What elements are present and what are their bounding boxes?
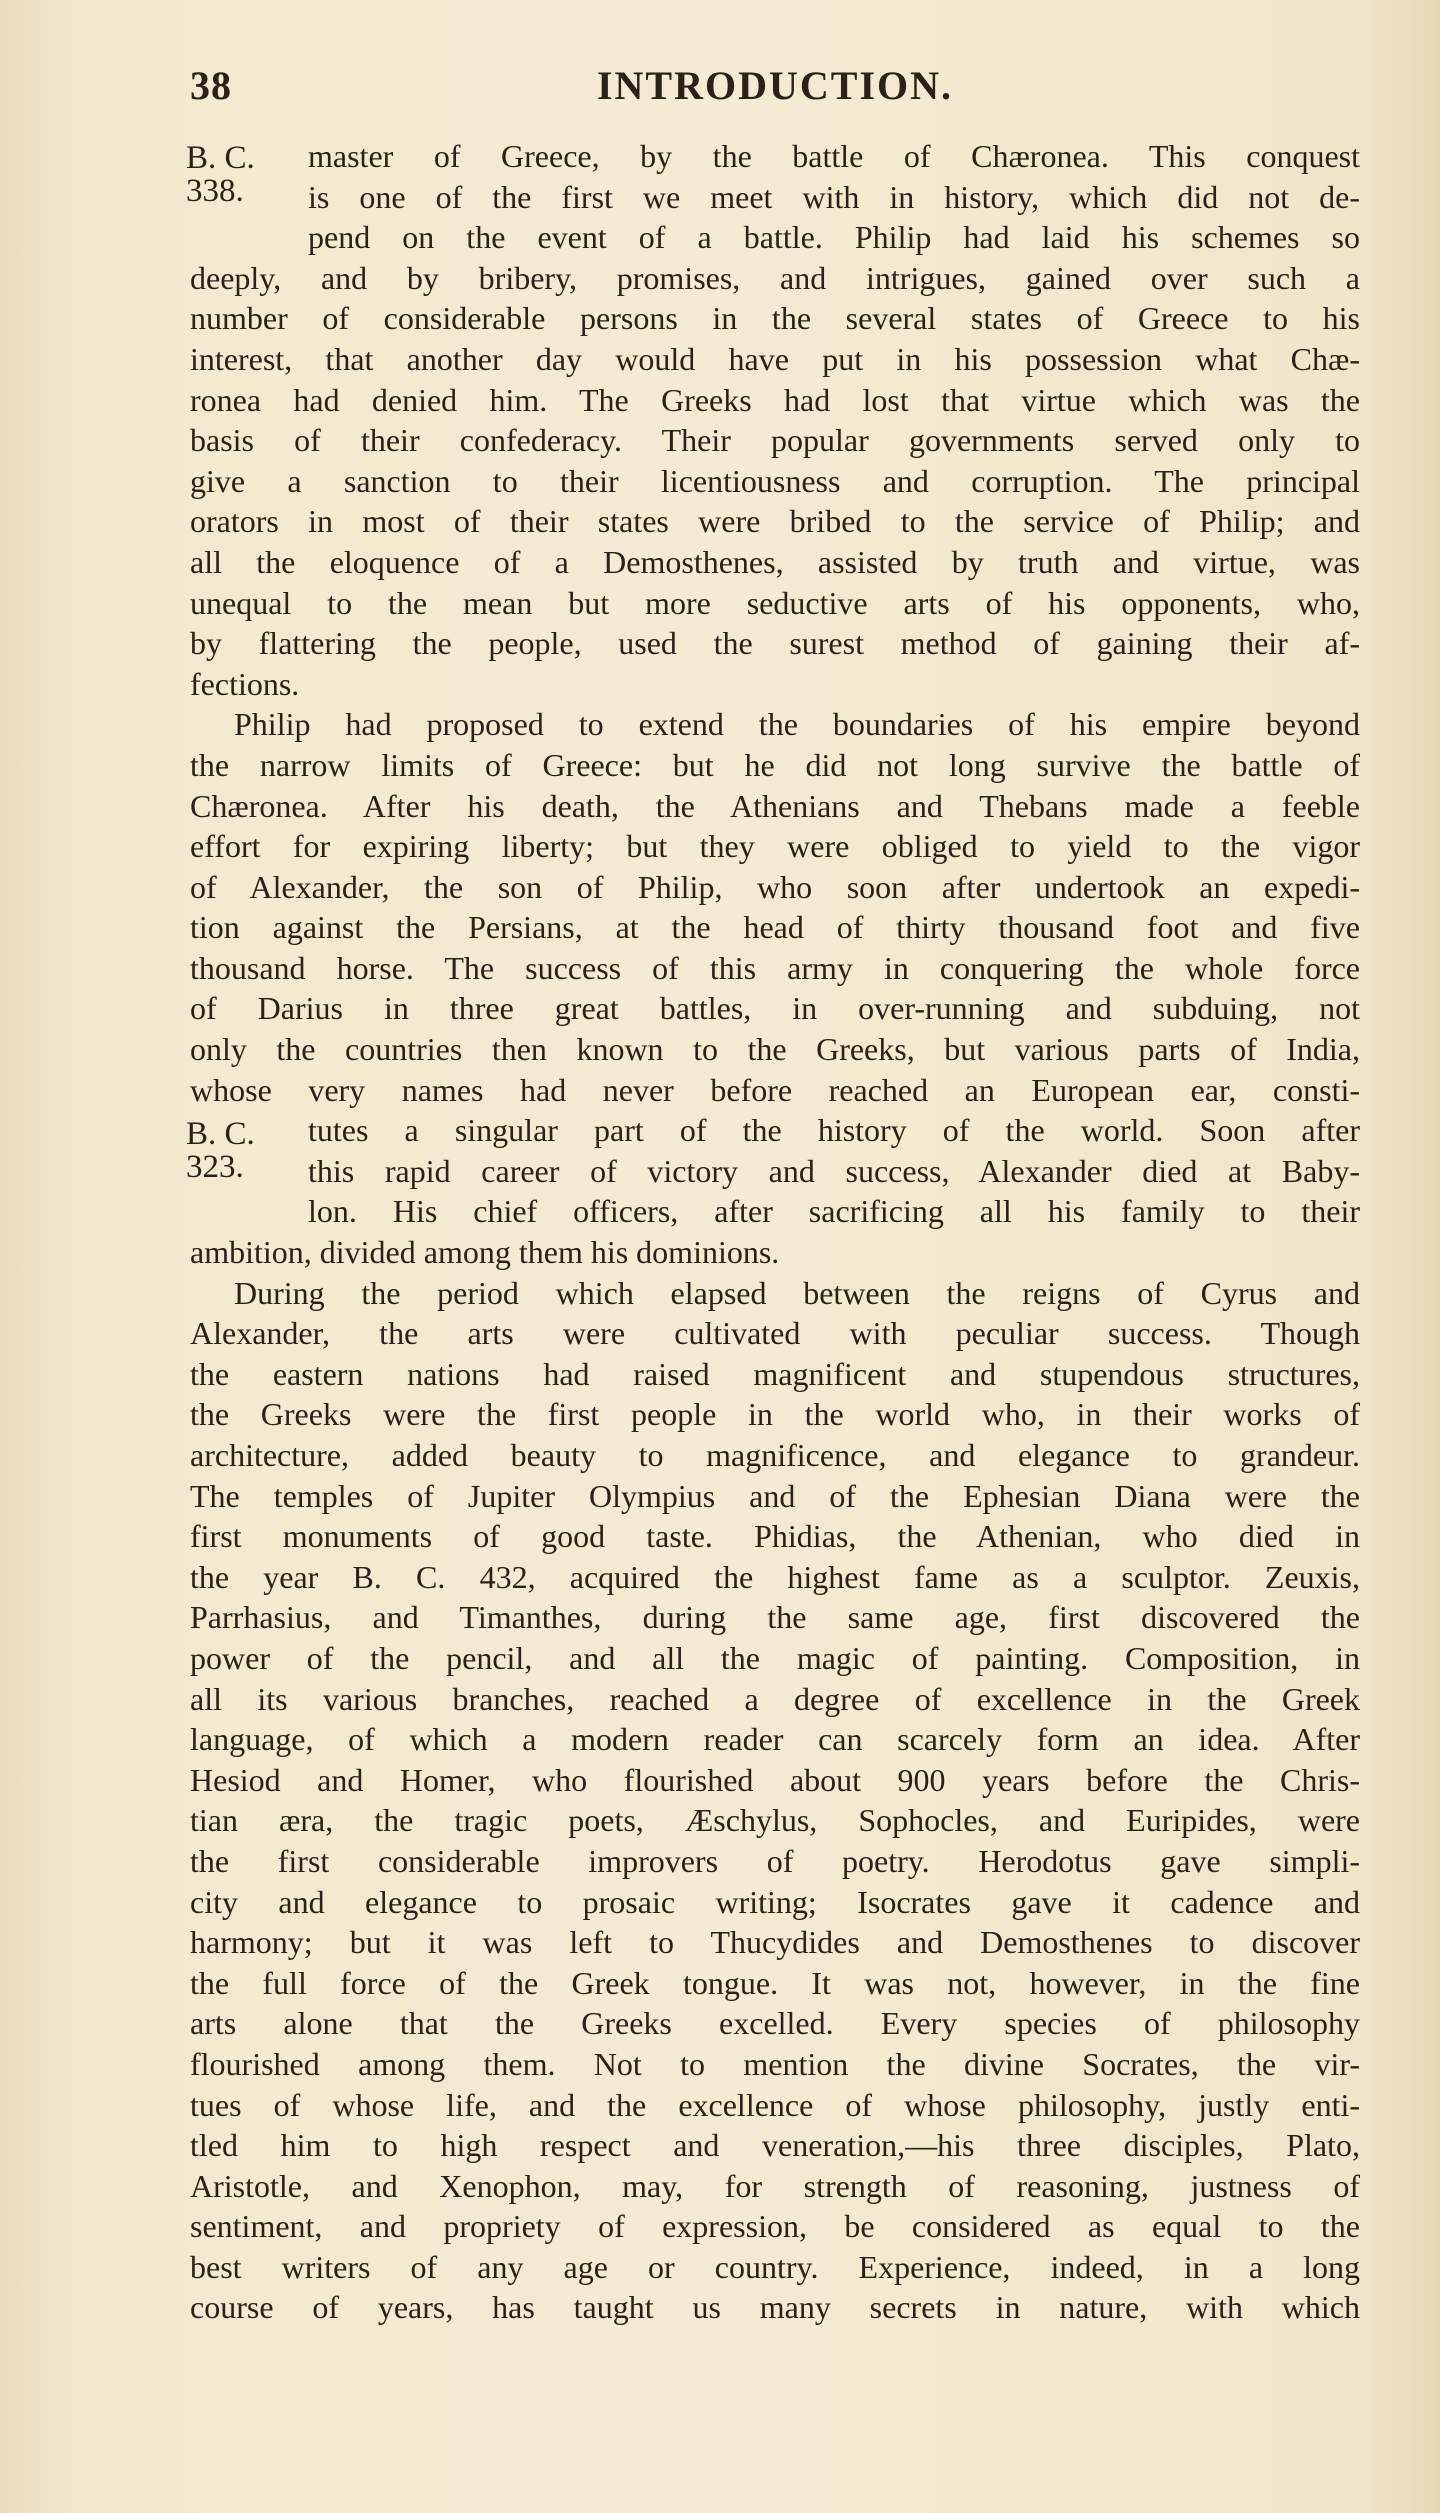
text-line: tutes a singular part of the history of the world. Soon after (308, 1112, 1360, 1149)
margin-note-year: 338. (186, 173, 244, 209)
text-line: Chæronea. After his death, the Athenians and Thebans made a feeble (190, 787, 1360, 824)
text-line: tues of whose life, and the excellence of whose philosophy, justly enti- (190, 2086, 1360, 2123)
text-line: Hesiod and Homer, who flourished about 900 years before the Chris- (190, 1761, 1360, 1798)
text-line: basis of their confederacy. Their popular governments served only to (190, 422, 1360, 459)
text-line: ambition, divided among them his dominions. (190, 1234, 780, 1271)
text-line: course of years, has taught us many secrets in nature, with which (190, 2289, 1360, 2326)
text-line: ronea had denied him. The Greeks had lost that virtue which was the (190, 381, 1360, 418)
text-line: Parrhasius, and Timanthes, during the same age, first discovered the (190, 1599, 1360, 1636)
text-line: interest, that another day would have put in his possession what Chæ- (190, 340, 1360, 377)
text-line: first monuments of good taste. Phidias, the Athenian, who died in (190, 1518, 1360, 1555)
text-line: the year B. C. 432, acquired the highest fame as a sculptor. Zeuxis, (190, 1558, 1360, 1595)
body-text (190, 136, 1360, 2328)
text-line: power of the pencil, and all the magic of painting. Composition, in (190, 1639, 1360, 1676)
text-line: all the eloquence of a Demosthenes, assisted by truth and virtue, was (190, 543, 1360, 580)
text-line: orators in most of their states were bribed to the service of Philip; and (190, 503, 1360, 540)
text-line: tion against the Persians, at the head of thirty thousand foot and five (190, 909, 1360, 946)
text-line: master of Greece, by the battle of Chæronea. This conquest (308, 138, 1360, 174)
text-line: architecture, added beauty to magnificence, and elegance to grandeur. (190, 1437, 1360, 1473)
text-line: arts alone that the Greeks excelled. Every species of philosophy (190, 2005, 1360, 2042)
text-line: only the countries then known to the Greeks, but various parts of India, (190, 1031, 1360, 1068)
text-line: by flattering the people, used the surest method of gaining their af- (190, 625, 1360, 662)
text-line: city and elegance to prosaic writing; Isocrates gave it cadence and (190, 1883, 1360, 1920)
page-header (190, 62, 1360, 122)
text-line: harmony; but it was left to Thucydides and Demosthenes to discover (190, 1924, 1360, 1961)
text-line: The temples of Jupiter Olympius and of the Ephesian Diana were the (190, 1477, 1360, 1514)
margin-note-label: B. C. (186, 140, 255, 176)
text-line: fections. (190, 665, 300, 702)
text-line: Philip had proposed to extend the boundaries of his empire beyond (234, 706, 1360, 743)
text-line: Aristotle, and Xenophon, may, for strength of reasoning, justness of (190, 2167, 1360, 2204)
text-line: number of considerable persons in the several states of Greece to his (190, 300, 1360, 337)
text-line: deeply, and by bribery, promises, and intrigues, gained over such a (190, 259, 1360, 296)
text-line: sentiment, and propriety of expression, be considered as equal to the (190, 2208, 1360, 2245)
text-line: of Darius in three great battles, in over-running and subduing, not (190, 990, 1360, 1027)
text-line: the Greeks were the first people in the world who, in their works of (190, 1396, 1360, 1433)
text-line: tled him to high respect and veneration,—his three disciples, Plato, (190, 2127, 1360, 2164)
text-line: whose very names had never before reached an European ear, consti- (190, 1071, 1360, 1108)
text-line: give a sanction to their licentiousness and corruption. The principal (190, 462, 1360, 499)
text-line: best writers of any age or country. Experience, indeed, in a long (190, 2248, 1360, 2285)
text-line: tian æra, the tragic poets, Æschylus, Sophocles, and Euripides, were (190, 1802, 1360, 1839)
text-line: During the period which elapsed between the reigns of Cyrus and (234, 1274, 1360, 1311)
text-line: of Alexander, the son of Philip, who soon after undertook an expedi- (190, 868, 1360, 905)
text-line: the narrow limits of Greece: but he did not long survive the battle of (190, 746, 1360, 783)
text-line: the eastern nations had raised magnificent and stupendous structures, (190, 1355, 1360, 1392)
text-line: all its various branches, reached a degree of excellence in the Greek (190, 1680, 1360, 1717)
text-line: pend on the event of a battle. Philip had laid his schemes so (308, 219, 1360, 256)
running-head: INTRODUCTION. (596, 63, 954, 108)
text-line: language, of which a modern reader can scarcely form an idea. After (190, 1721, 1360, 1758)
text-line: the full force of the Greek tongue. It was not, however, in the fine (190, 1964, 1360, 2001)
margin-note-label: B. C. (186, 1116, 255, 1152)
margin-note-year: 323. (186, 1149, 244, 1185)
text-line: effort for expiring liberty; but they were obliged to yield to the vigor (190, 828, 1360, 865)
text-line: unequal to the mean but more seductive arts of his opponents, who, (190, 584, 1360, 621)
text-line: Alexander, the arts were cultivated with peculiar success. Though (190, 1315, 1360, 1352)
text-line: thousand horse. The success of this army in conquering the whole force (190, 949, 1360, 986)
text-line: lon. His chief officers, after sacrificing all his family to their (308, 1193, 1360, 1230)
page-number: 38 (190, 63, 232, 108)
text-line: this rapid career of victory and success, Alexander died at Baby- (308, 1152, 1360, 1189)
text-line: is one of the first we meet with in history, which did not de- (308, 178, 1360, 215)
text-line: the first considerable improvers of poetry. Herodotus gave simpli- (190, 1842, 1360, 1879)
text-line: flourished among them. Not to mention the divine Socrates, the vir- (190, 2045, 1360, 2082)
